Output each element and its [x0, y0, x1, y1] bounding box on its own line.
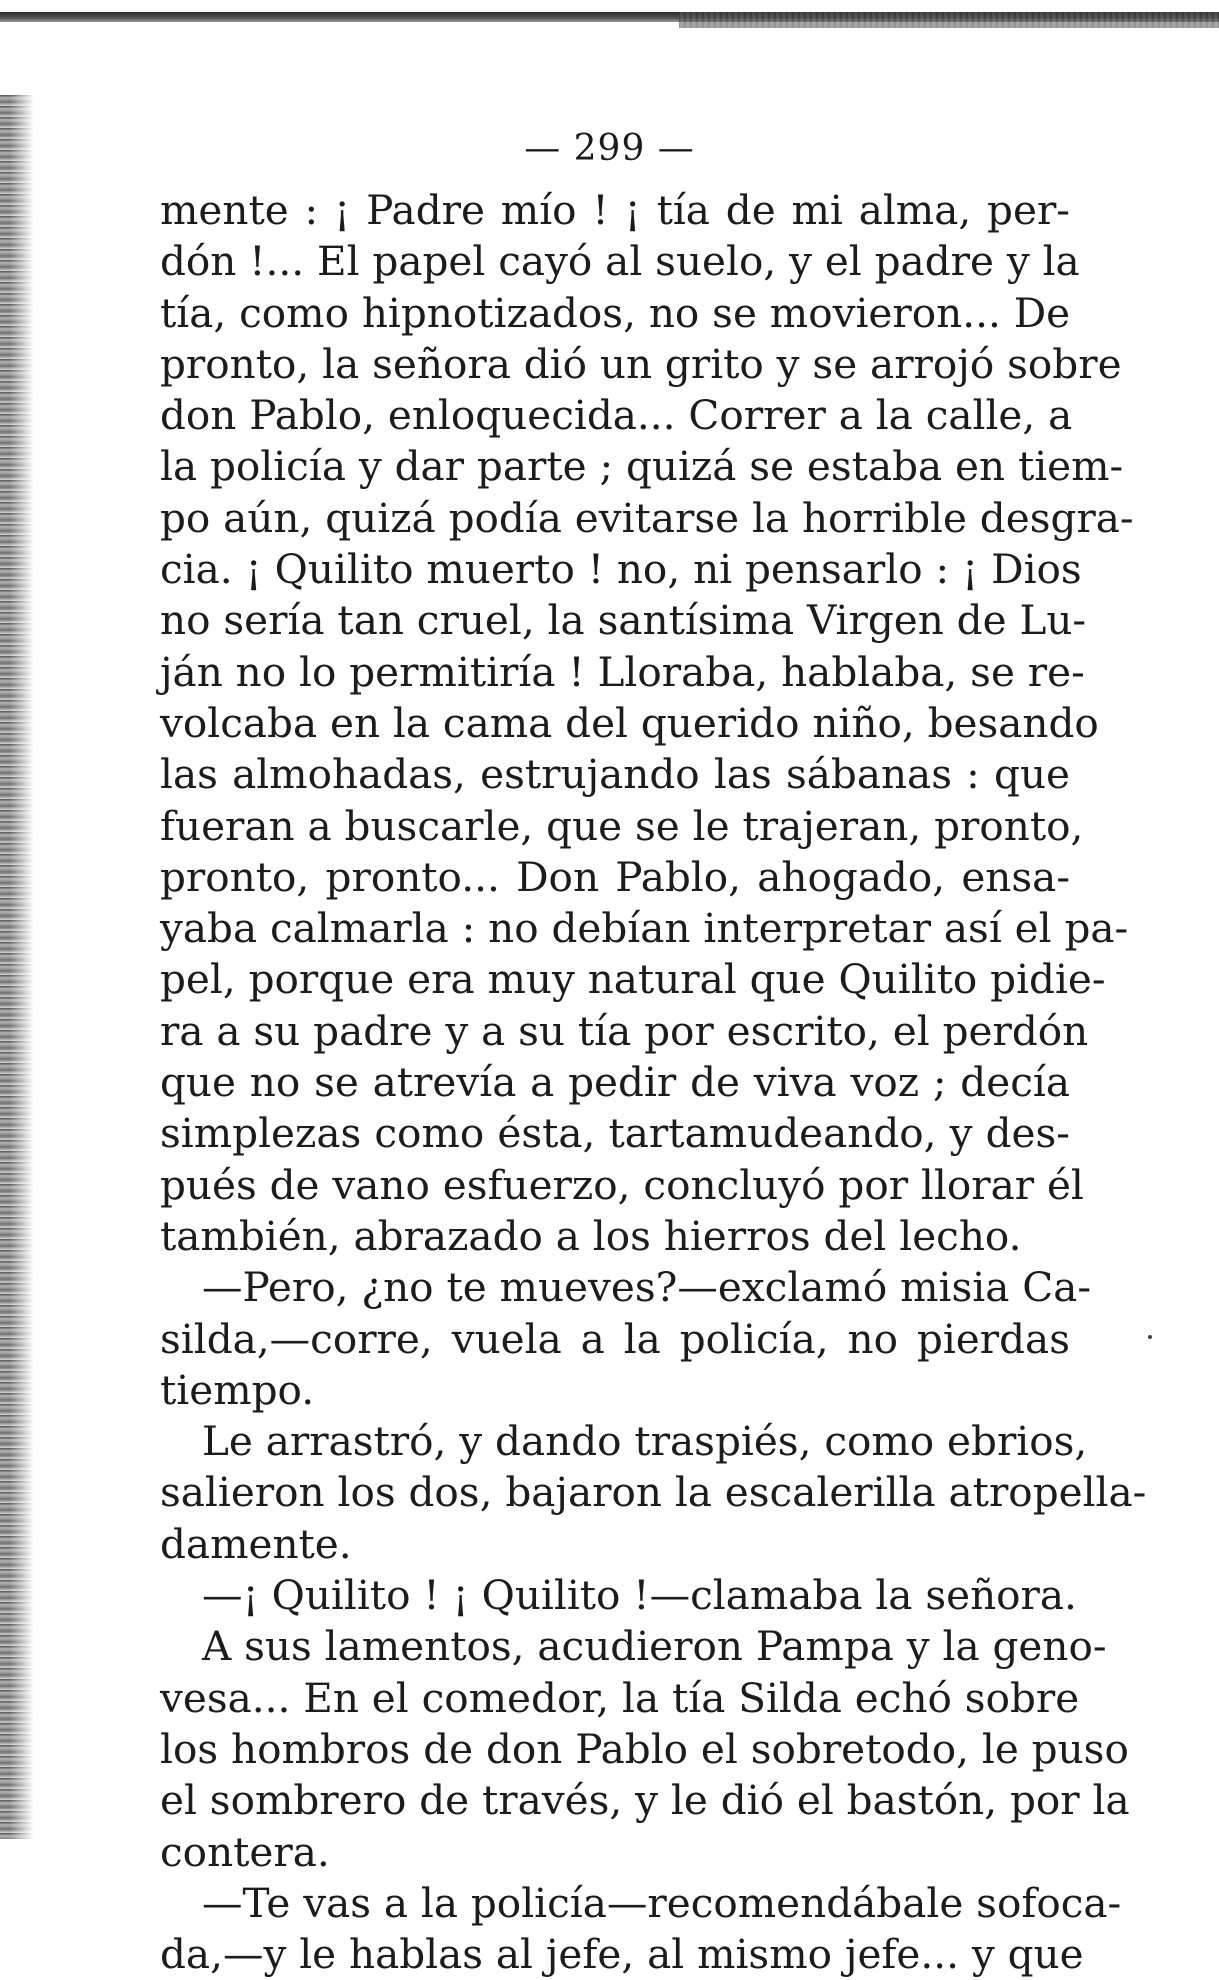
text-line: don Pablo, enloquecida... Correr a la calle, a	[160, 391, 1073, 440]
text-line: dón !... El papel cayó al suelo, y el padre y la	[160, 237, 1080, 286]
top-scan-rule	[0, 12, 1219, 22]
text-line: silda,—corre, vuela a la policía, no pierdas	[160, 1314, 1070, 1363]
text-line: no sería tan cruel, la santísima Virgen de Lu-	[160, 596, 1087, 645]
text-line: los hombros de don Pablo el sobretodo, le puso	[160, 1724, 1129, 1773]
text-line: el sombrero de través, y le dió el bastón, por la	[160, 1776, 1130, 1825]
text-line: fueran a buscarle, que se le trajeran, pronto,	[160, 801, 1084, 850]
text-line: las almohadas, estrujando las sábanas : que	[160, 750, 1070, 799]
text-line: vesa... En el comedor, la tía Silda echó sobre	[160, 1673, 1080, 1722]
text-line: A sus lamentos, acudieron Pampa y la geno-	[202, 1622, 1107, 1671]
page-number: — 299 —	[524, 128, 695, 169]
text-line: tía, como hipnotizados, no se movieron... De	[160, 288, 1071, 337]
text-line: pués de vano esfuerzo, concluyó por llorar él	[160, 1160, 1084, 1209]
page-binding-edge	[0, 95, 34, 1839]
text-line: ján no lo permitiría ! Lloraba, hablaba, se re-	[160, 647, 1085, 696]
text-line: también, abrazado a los hierros del lecho.	[160, 1211, 1022, 1260]
text-line: Le arrastró, y dando traspiés, como ebrios,	[202, 1417, 1088, 1466]
text-line: la policía y dar parte ; quizá se estaba en tiem-	[160, 442, 1124, 491]
text-line: yaba calmarla : no debían interpretar así el pa-	[160, 904, 1129, 953]
print-speck	[1148, 1335, 1152, 1339]
body-text	[160, 185, 1147, 1980]
text-line: damente.	[160, 1519, 352, 1568]
text-line: ra a su padre y a su tía por escrito, el perdón	[160, 1006, 1089, 1055]
text-line: pronto, la señora dió un grito y se arrojó sobre	[160, 339, 1122, 388]
text-line: da,—y le hablas al jefe, al mismo jefe... y que	[160, 1930, 1084, 1979]
text-line: po aún, quizá podía evitarse la horrible desgra-	[160, 493, 1134, 542]
text-line: —¡ Quilito ! ¡ Quilito !—clamaba la señora.	[202, 1571, 1077, 1620]
text-line: que no se atrevía a pedir de viva voz ; decía	[160, 1058, 1070, 1107]
text-line: contera.	[160, 1827, 330, 1876]
text-line: tiempo.	[160, 1365, 315, 1414]
text-line: salieron los dos, bajaron la escalerilla atropella-	[160, 1468, 1147, 1517]
text-line: pel, porque era muy natural que Quilito pidie-	[160, 955, 1106, 1004]
text-line: volcaba en la cama del querido niño, besando	[160, 698, 1099, 747]
text-line: mente : ¡ Padre mío ! ¡ tía de mi alma, per-	[160, 186, 1070, 234]
text-line: simplezas como ésta, tartamudeando, y des-	[160, 1109, 1070, 1158]
text-line: —Pero, ¿no te mueves?—exclamó misia Ca-	[202, 1263, 1092, 1312]
text-line: cia. ¡ Quilito muerto ! no, ni pensarlo : ¡ Dios	[160, 545, 1082, 594]
text-line: pronto, pronto... Don Pablo, ahogado, ensa-	[160, 852, 1070, 901]
text-line: —Te vas a la policía—recomendábale sofoca-	[202, 1878, 1122, 1927]
